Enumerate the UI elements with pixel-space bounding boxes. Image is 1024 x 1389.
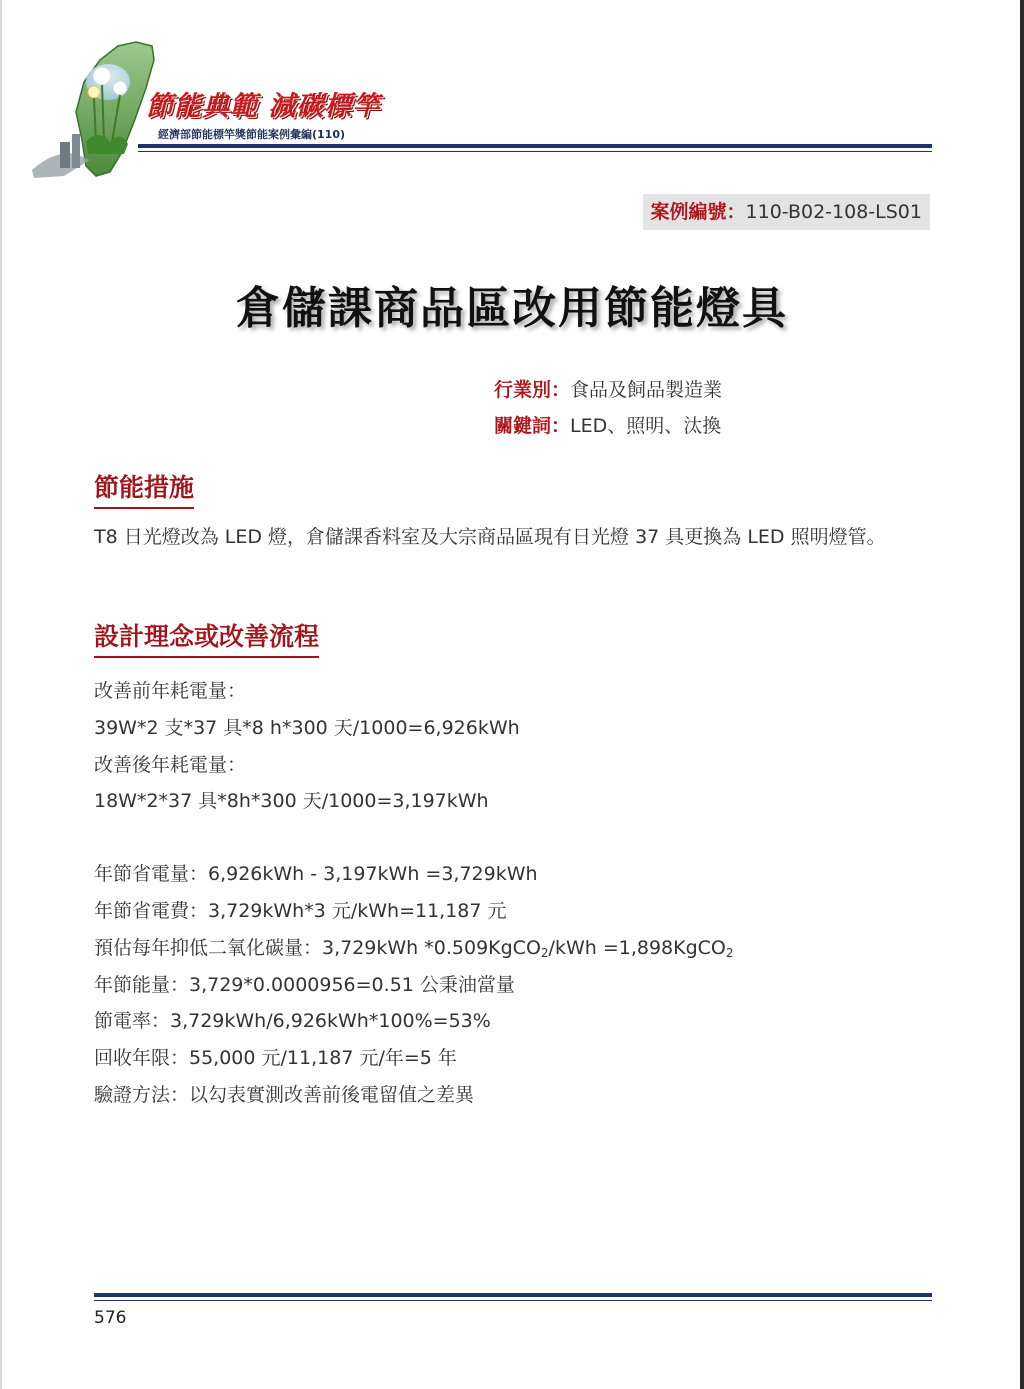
industry-row [494,372,722,408]
before-calculation: 39W*2 支*37 具*8 h*300 天/1000=6,926kWh [94,716,520,739]
after-calculation: 18W*2*37 具*8h*300 天/1000=3,197kWh [94,790,489,813]
co2-prefix: 預估每年抑低二氧化碳量：3,729kWh *0.509KgCO [94,936,541,959]
co2-subscript: 2 [540,945,549,960]
measures-heading: 節能措施 [94,468,194,509]
page-left-edge [0,0,2,1389]
co2-middle: /kWh =1,898KgCO [548,936,726,959]
case-meta [494,372,722,444]
page-number: 576 [94,1308,127,1328]
footer-divider-thin [94,1300,932,1301]
brand-subtitle: 經濟部節能標竿獎節能案例彙編(110) [158,128,346,141]
payback-period: 回收年限：55,000 元/11,187 元/年=5 年 [94,1047,457,1070]
keywords-value: LED、照明、汰換 [570,415,722,437]
verification-method: 驗證方法：以勾表實測改善前後電留值之差異 [94,1083,475,1106]
industry-value: 食品及飼品製造業 [570,379,723,401]
design-heading: 設計理念或改善流程 [94,617,319,658]
co2-reduction [94,930,734,967]
header-divider-thin [138,151,932,152]
case-number-value: 110-B02-108-LS01 [745,201,922,223]
calculation-lines [94,673,734,1114]
keywords-label: 關鍵詞： [494,415,571,437]
keywords-row [494,408,722,444]
industry-label: 行業別： [494,379,571,401]
measures-text: T8 日光燈改為 LED 燈，倉儲課香料室及大宗商品區現有日光燈 37 具更換為 LED 照明燈管。 [94,526,886,548]
footer-divider [94,1293,932,1297]
after-label: 改善後年耗電量： [94,753,247,776]
saving-rate: 節電率：3,729kWh/6,926kWh*100%=53% [94,1010,491,1033]
header-divider [138,144,932,148]
saving-cost: 年節省電費：3,729kWh*3 元/kWh=11,187 元 [94,899,507,922]
co2-subscript: 2 [725,945,734,960]
saving-power: 年節省電量：6,926kWh - 3,197kWh =3,729kWh [94,863,538,886]
before-label: 改善前年耗電量： [94,680,247,702]
case-number-box [643,194,930,230]
page-right-edge [1020,0,1024,1389]
page-title: 倉儲課商品區改用節能燈具 [236,283,788,334]
case-number-label: 案例編號： [650,201,746,223]
brand-title: 節能典範 減碳標竿 [146,91,381,122]
energy-saving: 年節能量：3,729*0.0000956=0.51 公秉油當量 [94,973,515,996]
spacer [94,820,734,856]
